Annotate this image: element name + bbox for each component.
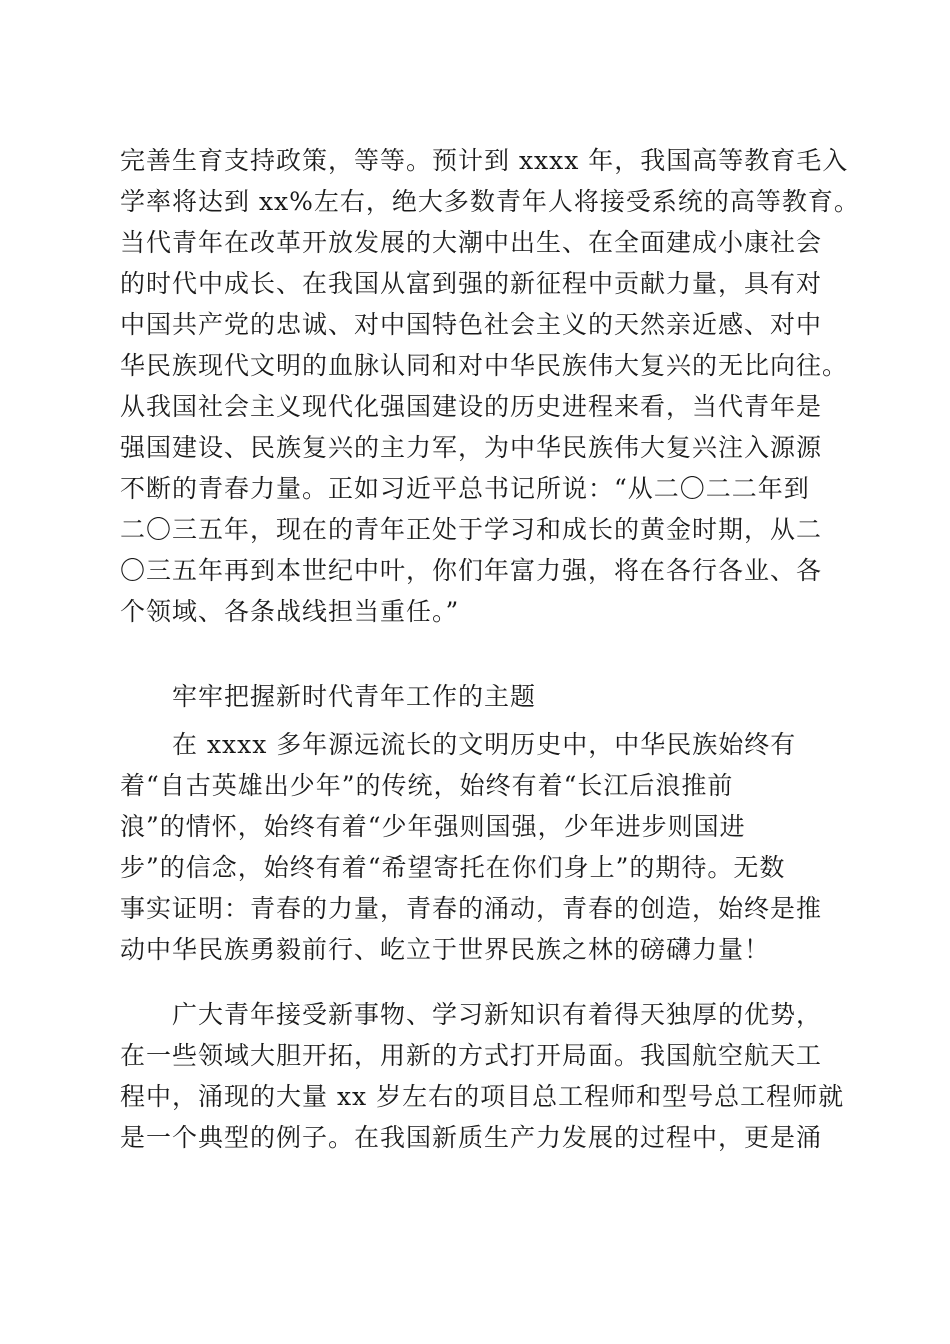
text-line: 中国共产党的忠诚、对中国特色社会主义的天然亲近感、对中 — [120, 310, 823, 339]
text-line: 〇三五年再到本世纪中叶，你们年富力强，将在各行各业、各 — [120, 556, 823, 585]
text-line: 浪”的情怀，始终有着“少年强则国强，少年进步则国进 — [120, 812, 746, 841]
paragraph-3 — [120, 994, 845, 1158]
section-heading-block — [120, 676, 840, 717]
text-line: 是一个典型的例子。在我国新质生产力发展的过程中，更是涌 — [120, 1123, 823, 1152]
text-line: 学率将达到 xx%左右，绝大多数青年人将接受系统的高等教育。 — [120, 187, 860, 216]
text-line: 完善生育支持政策，等等。预计到 xxxx 年，我国高等教育毛入 — [120, 146, 849, 175]
text-line: 从我国社会主义现代化强国建设的历史进程来看，当代青年是 — [120, 392, 823, 421]
text-line: 个领域、各条战线担当重任。” — [120, 597, 460, 626]
text-line: 步”的信念，始终有着“希望寄托在你们身上”的期待。无数 — [120, 853, 786, 882]
text-line: 在 xxxx 多年源远流长的文明历史中，中华民族始终有 — [172, 730, 797, 759]
text-line: 事实证明：青春的力量，青春的涌动，青春的创造，始终是推 — [120, 894, 823, 923]
text-line: 当代青年在改革开放发展的大潮中出生、在全面建成小康社会 — [120, 228, 823, 257]
text-line: 广大青年接受新事物、学习新知识有着得天独厚的优势， — [172, 1000, 823, 1029]
paragraph-2 — [120, 724, 840, 970]
text-line: 不断的青春力量。正如习近平总书记所说：“从二〇二二年到 — [120, 474, 810, 503]
text-line: 着“自古英雄出少年”的传统，始终有着“长江后浪推前 — [120, 771, 734, 800]
text-line: 的时代中成长、在我国从富到强的新征程中贡献力量，具有对 — [120, 269, 823, 298]
text-line: 在一些领域大胆开拓，用新的方式打开局面。我国航空航天工 — [120, 1041, 823, 1070]
section-heading: 牢牢把握新时代青年工作的主题 — [172, 682, 537, 711]
text-line: 程中，涌现的大量 xx 岁左右的项目总工程师和型号总工程师就 — [120, 1082, 845, 1111]
paragraph-1 — [120, 140, 860, 632]
text-line: 二〇三五年，现在的青年正处于学习和成长的黄金时期，从二 — [120, 515, 823, 544]
text-line: 强国建设、民族复兴的主力军，为中华民族伟大复兴注入源源 — [120, 433, 823, 462]
text-line: 动中华民族勇毅前行、屹立于世界民族之林的磅礴力量！ — [120, 935, 771, 964]
text-line: 华民族现代文明的血脉认同和对中华民族伟大复兴的无比向往。 — [120, 351, 849, 380]
